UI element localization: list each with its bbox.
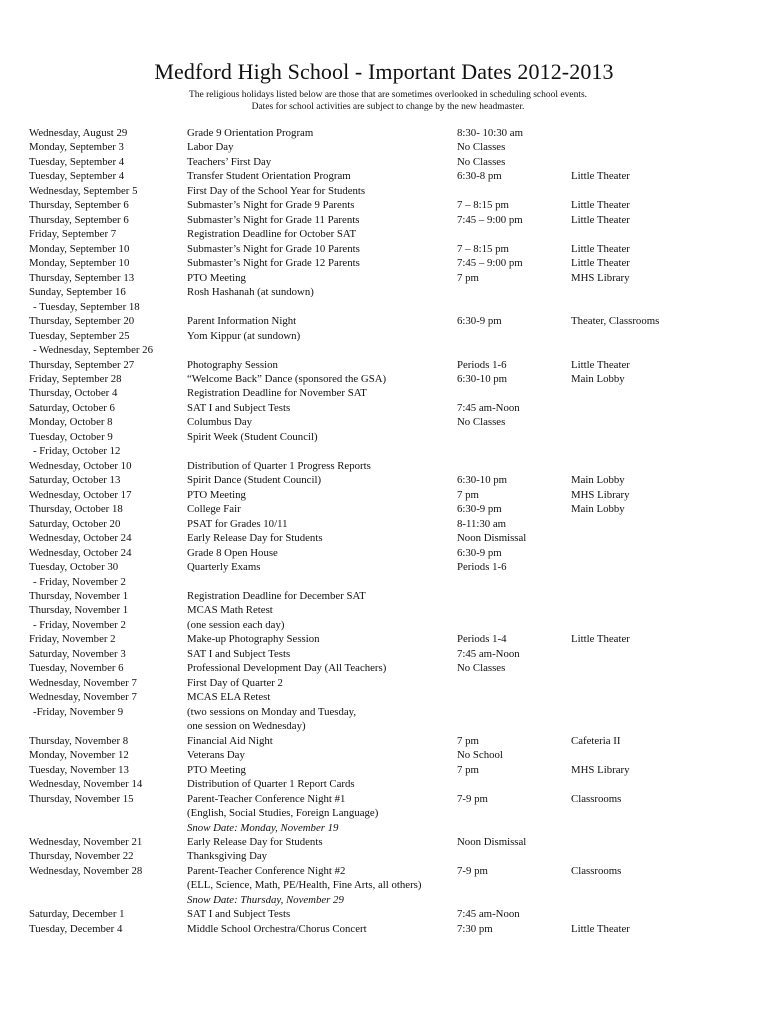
date-cell: Tuesday, October 30 bbox=[29, 561, 119, 574]
location-cell: Main Lobby bbox=[571, 372, 625, 385]
date-cell: Thursday, November 8 bbox=[29, 734, 129, 747]
location-cell: Little Theater bbox=[571, 633, 630, 646]
event-cell: Registration Deadline for November SAT bbox=[187, 387, 367, 400]
date-cell: Tuesday, October 9 bbox=[29, 430, 113, 443]
table-row bbox=[0, 285, 768, 299]
table-row bbox=[0, 618, 768, 632]
time-cell: No Classes bbox=[457, 141, 506, 154]
event-cell: Submaster’s Night for Grade 11 Parents bbox=[187, 213, 360, 226]
event-cell: Rosh Hashanah (at sundown) bbox=[187, 286, 314, 299]
event-cell: Parent-Teacher Conference Night #1 bbox=[187, 792, 346, 805]
event-cell: Early Release Day for Students bbox=[187, 835, 323, 848]
event-cell: “Welcome Back” Dance (sponsored the GSA) bbox=[187, 372, 387, 385]
table-row bbox=[0, 705, 768, 719]
date-cell: Thursday, September 20 bbox=[29, 315, 135, 328]
event-cell: Spirit Week (Student Council) bbox=[187, 430, 318, 443]
location-cell: Classrooms bbox=[571, 864, 622, 877]
event-cell: Submaster’s Night for Grade 9 Parents bbox=[187, 199, 355, 212]
table-row bbox=[0, 155, 768, 169]
table-row bbox=[0, 329, 768, 343]
event-cell: one session on Wednesday) bbox=[187, 720, 306, 733]
location-cell: Little Theater bbox=[571, 199, 630, 212]
time-cell: 6:30-8 pm bbox=[457, 170, 502, 183]
time-cell: 7:45 – 9:00 pm bbox=[457, 257, 523, 270]
event-cell: Snow Date: Monday, November 19 bbox=[187, 821, 339, 834]
date-cell: Thursday, September 27 bbox=[29, 358, 135, 371]
table-row bbox=[0, 126, 768, 140]
date-cell: Tuesday, September 4 bbox=[29, 170, 125, 183]
date-cell: Wednesday, November 21 bbox=[29, 835, 143, 848]
date-cell: Monday, October 8 bbox=[29, 416, 113, 429]
date-cell: Wednesday, October 24 bbox=[29, 532, 132, 545]
event-cell: Transfer Student Orientation Program bbox=[187, 170, 351, 183]
event-cell: Grade 9 Orientation Program bbox=[187, 127, 314, 139]
table-row bbox=[0, 271, 768, 285]
date-cell: - Friday, October 12 bbox=[33, 445, 121, 458]
table-row bbox=[0, 473, 768, 487]
table-row bbox=[0, 401, 768, 415]
event-cell: Submaster’s Night for Grade 12 Parents bbox=[187, 257, 360, 270]
location-cell: MHS Library bbox=[571, 488, 630, 501]
table-row bbox=[0, 603, 768, 617]
date-cell: Sunday, September 16 bbox=[29, 286, 126, 299]
table-row bbox=[0, 531, 768, 545]
table-row bbox=[0, 922, 768, 936]
table-row bbox=[0, 459, 768, 473]
date-cell: - Tuesday, September 18 bbox=[33, 300, 140, 313]
event-cell: Parent Information Night bbox=[187, 315, 297, 328]
time-cell: 6:30-10 pm bbox=[457, 372, 508, 385]
table-row bbox=[0, 372, 768, 386]
table-row bbox=[0, 849, 768, 863]
date-cell: Saturday, October 13 bbox=[29, 474, 121, 487]
location-cell: MHS Library bbox=[571, 763, 630, 776]
intro-note-line: The religious holidays listed below are those that are sometimes overlooked in scheduling school events. bbox=[188, 90, 588, 100]
date-cell: Monday, September 10 bbox=[29, 257, 130, 270]
date-cell: Thursday, October 18 bbox=[29, 503, 123, 516]
table-row bbox=[0, 198, 768, 212]
table-row bbox=[0, 647, 768, 661]
event-cell: Labor Day bbox=[187, 141, 234, 154]
event-cell: PTO Meeting bbox=[187, 488, 246, 501]
date-cell: Monday, November 12 bbox=[29, 749, 129, 762]
date-cell: - Wednesday, September 26 bbox=[33, 344, 153, 357]
table-row bbox=[0, 444, 768, 458]
time-cell: 7 – 8:15 pm bbox=[457, 242, 509, 255]
event-cell: Middle School Orchestra/Chorus Concert bbox=[187, 922, 367, 935]
location-cell: Little Theater bbox=[571, 170, 630, 183]
date-cell: Saturday, December 1 bbox=[29, 908, 125, 921]
date-cell: Thursday, September 6 bbox=[29, 213, 129, 226]
table-row bbox=[0, 806, 768, 820]
table-row bbox=[0, 777, 768, 791]
time-cell: 7:45 am-Noon bbox=[457, 647, 520, 660]
date-cell: Thursday, November 1 bbox=[29, 604, 129, 617]
event-cell: First Day of the School Year for Students bbox=[187, 184, 366, 197]
date-cell: Saturday, November 3 bbox=[29, 647, 126, 660]
time-cell: 6:30-9 pm bbox=[457, 315, 502, 328]
time-cell: 7-9 pm bbox=[457, 864, 488, 877]
time-cell: 7 pm bbox=[457, 734, 479, 747]
time-cell: 6:30-9 pm bbox=[457, 546, 502, 559]
table-row bbox=[0, 821, 768, 835]
event-cell: Spirit Dance (Student Council) bbox=[187, 474, 322, 487]
location-cell: Little Theater bbox=[571, 358, 630, 371]
table-row bbox=[0, 575, 768, 589]
time-cell: 7 pm bbox=[457, 271, 479, 284]
date-cell: Thursday, November 15 bbox=[29, 792, 134, 805]
time-cell: Periods 1-6 bbox=[457, 358, 507, 371]
time-cell: 7 pm bbox=[457, 763, 479, 776]
date-cell: Wednesday, November 7 bbox=[29, 676, 137, 689]
table-row bbox=[0, 415, 768, 429]
date-cell: Friday, November 2 bbox=[29, 633, 116, 646]
time-cell: 7:30 pm bbox=[457, 922, 493, 935]
table-row bbox=[0, 184, 768, 198]
time-cell: 6:30-10 pm bbox=[457, 474, 508, 487]
date-cell: Wednesday, November 7 bbox=[29, 691, 137, 704]
date-cell: Thursday, November 22 bbox=[29, 850, 134, 863]
table-row bbox=[0, 661, 768, 675]
date-cell: Thursday, September 13 bbox=[29, 271, 135, 284]
event-cell: PTO Meeting bbox=[187, 763, 246, 776]
location-cell: Main Lobby bbox=[571, 474, 625, 487]
table-row bbox=[0, 300, 768, 314]
event-cell: Yom Kippur (at sundown) bbox=[187, 329, 301, 342]
date-cell: Tuesday, September 25 bbox=[29, 329, 130, 342]
date-cell: Tuesday, December 4 bbox=[29, 922, 123, 935]
time-cell: Noon Dismissal bbox=[457, 532, 527, 545]
time-cell: Periods 1-4 bbox=[457, 633, 507, 646]
time-cell: 7 – 8:15 pm bbox=[457, 199, 509, 212]
event-cell: PTO Meeting bbox=[187, 271, 246, 284]
event-cell: (English, Social Studies, Foreign Language) bbox=[187, 807, 379, 820]
date-cell: Tuesday, November 6 bbox=[29, 662, 124, 675]
event-cell: Distribution of Quarter 1 Report Cards bbox=[187, 778, 355, 791]
event-cell: Submaster’s Night for Grade 10 Parents bbox=[187, 242, 360, 255]
table-row bbox=[0, 719, 768, 733]
event-cell: Make-up Photography Session bbox=[187, 633, 320, 646]
event-cell: Financial Aid Night bbox=[187, 734, 273, 747]
table-row bbox=[0, 430, 768, 444]
time-cell: 8:30- 10:30 am bbox=[457, 127, 523, 139]
date-cell: Monday, September 3 bbox=[29, 141, 124, 154]
location-cell: Theater, Classrooms bbox=[571, 315, 660, 328]
time-cell: 7 pm bbox=[457, 488, 479, 501]
location-cell: Little Theater bbox=[571, 213, 630, 226]
date-cell: Saturday, October 20 bbox=[29, 517, 121, 530]
time-cell: No Classes bbox=[457, 416, 506, 429]
date-cell: Thursday, September 6 bbox=[29, 199, 129, 212]
table-row bbox=[0, 517, 768, 531]
table-row bbox=[0, 358, 768, 372]
date-cell: Thursday, October 4 bbox=[29, 387, 118, 400]
location-cell: MHS Library bbox=[571, 271, 630, 284]
time-cell: 6:30-9 pm bbox=[457, 503, 502, 516]
event-cell: Registration Deadline for December SAT bbox=[187, 590, 366, 602]
time-cell: 7:45 – 9:00 pm bbox=[457, 213, 523, 226]
date-cell: Wednesday, October 17 bbox=[29, 488, 132, 501]
event-cell: Professional Development Day (All Teachers) bbox=[187, 662, 387, 675]
table-row bbox=[0, 835, 768, 849]
event-cell: (one session each day) bbox=[187, 618, 285, 631]
dates-table bbox=[0, 126, 768, 936]
time-cell: No Classes bbox=[457, 662, 506, 675]
date-cell: - Friday, November 2 bbox=[33, 618, 126, 631]
table-row bbox=[0, 864, 768, 878]
location-cell: Little Theater bbox=[571, 242, 630, 255]
intro-note bbox=[0, 90, 768, 113]
table-row bbox=[0, 386, 768, 400]
table-row bbox=[0, 734, 768, 748]
event-cell: (two sessions on Monday and Tuesday, bbox=[187, 705, 357, 718]
table-row bbox=[0, 227, 768, 241]
event-cell: MCAS Math Retest bbox=[187, 604, 273, 617]
date-cell: Friday, September 28 bbox=[29, 372, 122, 385]
location-cell: Little Theater bbox=[571, 922, 630, 935]
event-cell: Columbus Day bbox=[187, 416, 253, 429]
date-cell: Monday, September 10 bbox=[29, 242, 130, 255]
date-cell: Wednesday, November 28 bbox=[29, 864, 143, 877]
date-cell: Wednesday, October 24 bbox=[29, 546, 132, 559]
table-row bbox=[0, 314, 768, 328]
date-cell: Saturday, October 6 bbox=[29, 401, 115, 414]
event-cell: Early Release Day for Students bbox=[187, 532, 323, 545]
event-cell: MCAS ELA Retest bbox=[187, 691, 271, 704]
date-cell: Friday, September 7 bbox=[29, 228, 117, 241]
table-row bbox=[0, 256, 768, 270]
event-cell: Quarterly Exams bbox=[187, 561, 261, 574]
date-cell: Tuesday, September 4 bbox=[29, 155, 125, 168]
location-cell: Classrooms bbox=[571, 792, 622, 805]
event-cell: SAT I and Subject Tests bbox=[187, 647, 291, 660]
date-cell: Tuesday, November 13 bbox=[29, 763, 129, 776]
time-cell: 7:45 am-Noon bbox=[457, 908, 520, 921]
table-row bbox=[0, 748, 768, 762]
date-cell: -Friday, November 9 bbox=[33, 705, 124, 718]
date-cell: Wednesday, October 10 bbox=[29, 459, 132, 472]
event-cell: First Day of Quarter 2 bbox=[187, 676, 283, 689]
table-row bbox=[0, 632, 768, 646]
event-cell: College Fair bbox=[187, 503, 241, 516]
location-cell: Cafeteria II bbox=[571, 734, 621, 747]
time-cell: No School bbox=[457, 749, 503, 762]
date-cell: Wednesday, September 5 bbox=[29, 184, 138, 197]
table-row bbox=[0, 488, 768, 502]
time-cell: 7:45 am-Noon bbox=[457, 401, 520, 414]
time-cell: No Classes bbox=[457, 155, 506, 168]
date-cell: - Friday, November 2 bbox=[33, 575, 126, 588]
table-row bbox=[0, 589, 768, 603]
event-cell: Snow Date: Thursday, November 29 bbox=[187, 893, 344, 906]
table-row bbox=[0, 343, 768, 357]
time-cell: Noon Dismissal bbox=[457, 835, 527, 848]
event-cell: Parent-Teacher Conference Night #2 bbox=[187, 864, 346, 877]
location-cell: Main Lobby bbox=[571, 503, 625, 516]
table-row bbox=[0, 213, 768, 227]
date-cell: Wednesday, August 29 bbox=[29, 127, 128, 139]
date-cell: Thursday, November 1 bbox=[29, 590, 129, 602]
date-cell: Wednesday, November 14 bbox=[29, 778, 143, 791]
intro-note-line: Dates for school activities are subject to change by the new headmaster. bbox=[251, 101, 525, 112]
table-row bbox=[0, 878, 768, 892]
event-cell: SAT I and Subject Tests bbox=[187, 908, 291, 921]
location-cell: Little Theater bbox=[571, 257, 630, 270]
table-row bbox=[0, 907, 768, 921]
table-row bbox=[0, 676, 768, 690]
event-cell: Thanksgiving Day bbox=[187, 850, 268, 863]
time-cell: 7-9 pm bbox=[457, 792, 488, 805]
event-cell: Distribution of Quarter 1 Progress Reports bbox=[187, 459, 371, 472]
table-row bbox=[0, 502, 768, 516]
event-cell: Photography Session bbox=[187, 358, 278, 371]
table-row bbox=[0, 140, 768, 154]
time-cell: Periods 1-6 bbox=[457, 561, 507, 574]
table-row bbox=[0, 169, 768, 183]
event-cell: PSAT for Grades 10/11 bbox=[187, 517, 288, 530]
table-row bbox=[0, 792, 768, 806]
event-cell: Teachers’ First Day bbox=[187, 155, 272, 168]
page-title: Medford High School - Important Dates 2012-2013 bbox=[154, 59, 614, 84]
table-row bbox=[0, 242, 768, 256]
table-row bbox=[0, 560, 768, 574]
table-row bbox=[0, 893, 768, 907]
table-row bbox=[0, 763, 768, 777]
event-cell: (ELL, Science, Math, PE/Health, Fine Arts, all others) bbox=[187, 879, 422, 892]
event-cell: SAT I and Subject Tests bbox=[187, 401, 291, 414]
table-row bbox=[0, 690, 768, 704]
time-cell: 8-11:30 am bbox=[457, 517, 507, 530]
event-cell: Grade 8 Open House bbox=[187, 546, 278, 559]
table-row bbox=[0, 546, 768, 560]
event-cell: Veterans Day bbox=[187, 749, 245, 762]
event-cell: Registration Deadline for October SAT bbox=[187, 228, 357, 241]
